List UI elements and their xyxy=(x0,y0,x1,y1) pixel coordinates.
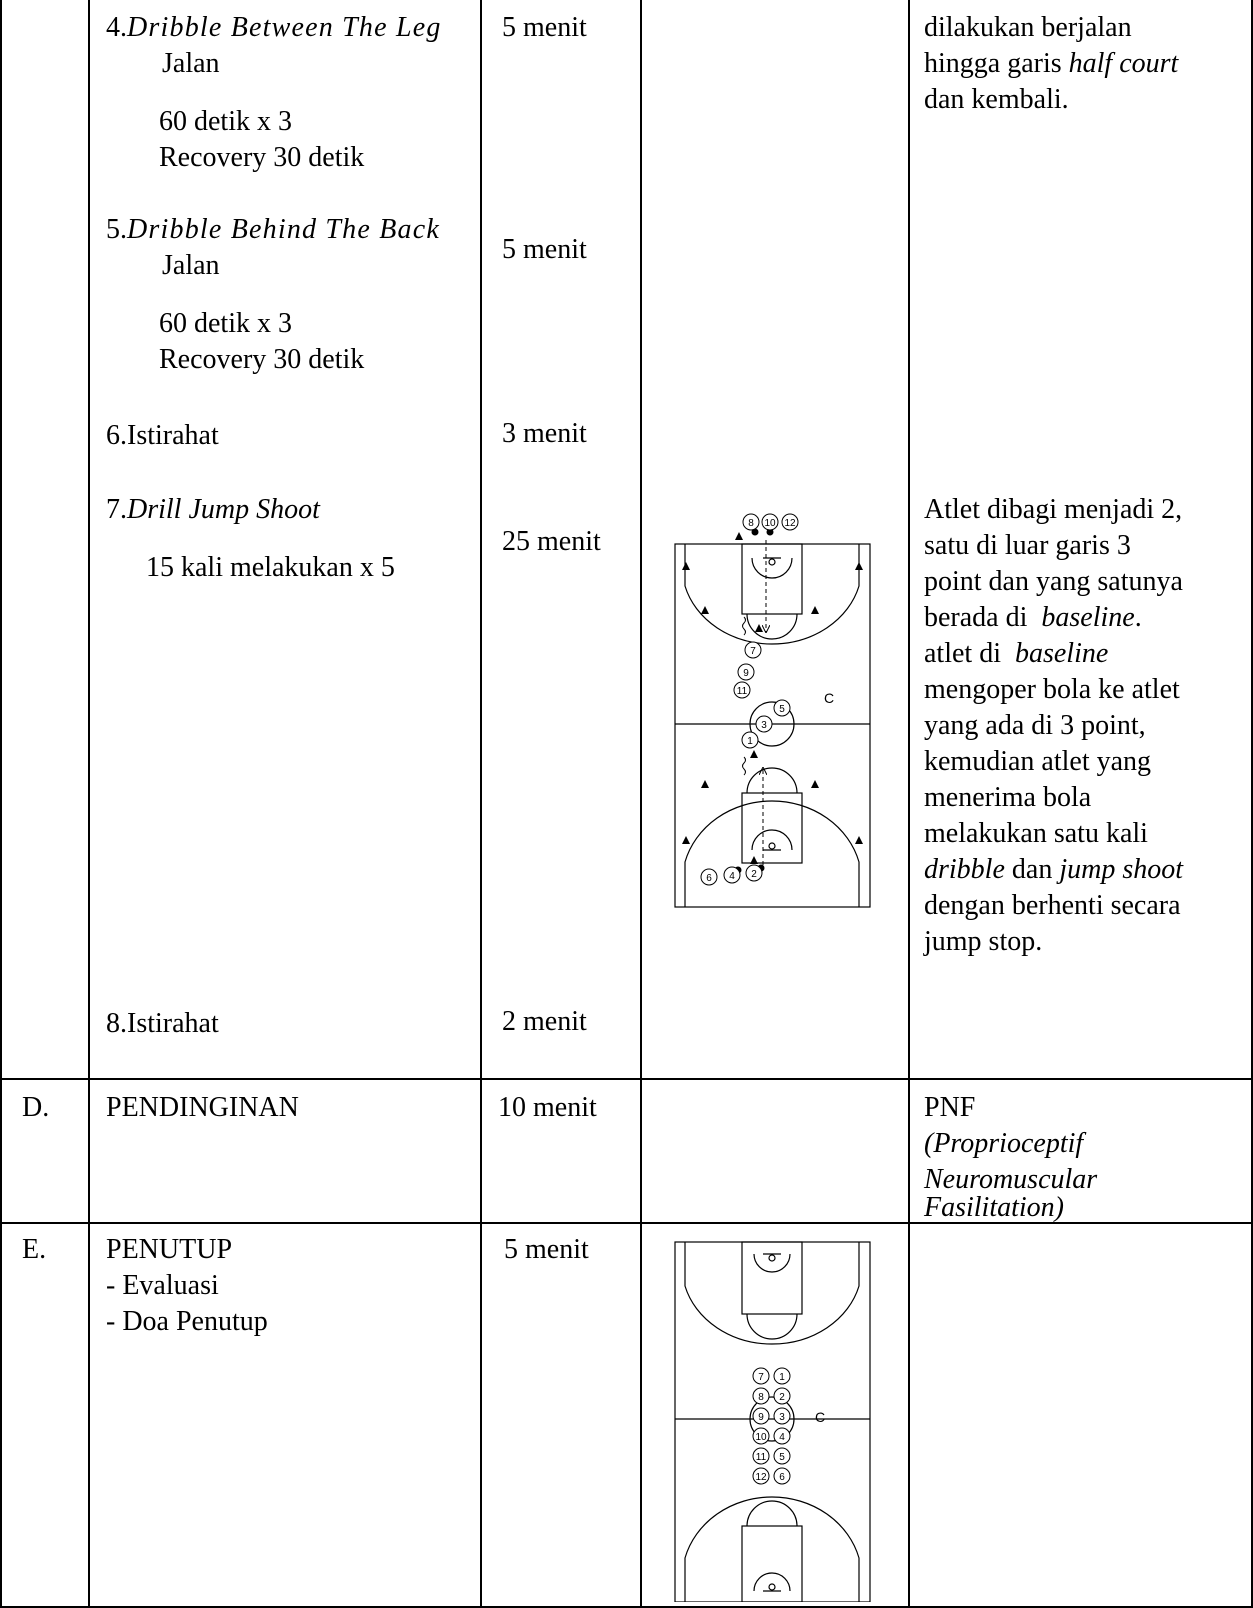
note-drill-line12: dengan berhenti secara xyxy=(924,890,1181,921)
player-label: 4 xyxy=(729,871,735,882)
note-drill-line2: satu di luar garis 3 xyxy=(924,530,1131,561)
player-label: 1 xyxy=(779,1372,785,1383)
item5-reps: 60 detik x 3 xyxy=(159,308,292,339)
item5-recovery: Recovery 30 detik xyxy=(159,344,365,375)
item4-reps: 60 detik x 3 xyxy=(159,106,292,137)
note-drill-line5: atlet di baseline xyxy=(924,638,1109,669)
note-drill-line1: Atlet dibagi menjadi 2, xyxy=(924,494,1183,525)
note-drill-line7: yang ada di 3 point, xyxy=(924,710,1146,741)
row-d-note-line1: PNF xyxy=(924,1092,976,1123)
player-markers xyxy=(753,1368,790,1484)
player-markers xyxy=(701,514,798,885)
row-e-item2: - Doa Penutup xyxy=(106,1306,268,1337)
ball-markers xyxy=(735,529,774,874)
item5-title: 5.Dribble Behind The Back xyxy=(106,214,440,245)
item8-duration: 2 menit xyxy=(502,1006,587,1037)
court-lines xyxy=(675,1242,870,1602)
note-top-line1: dilakukan berjalan xyxy=(924,12,1132,43)
player-label: 11 xyxy=(755,1452,767,1463)
note-drill-line13: jump stop. xyxy=(924,926,1043,957)
player-label: 2 xyxy=(779,1392,785,1403)
player-label: 4 xyxy=(779,1432,785,1443)
item6-title: 6.Istirahat xyxy=(106,420,219,451)
item4-recovery: Recovery 30 detik xyxy=(159,142,365,173)
row-d-note-line2: (Proprioceptif xyxy=(924,1128,1084,1159)
drill-jump-shoot-court-diagram xyxy=(660,500,900,920)
item7-reps: 15 kali melakukan x 5 xyxy=(146,552,395,583)
player-label: 12 xyxy=(755,1472,767,1483)
table-col-divider-1 xyxy=(88,0,90,1608)
table-row-divider-e xyxy=(0,1222,1253,1224)
player-label: 6 xyxy=(779,1472,785,1483)
note-drill-line4: berada di baseline. xyxy=(924,602,1142,633)
player-label: 12 xyxy=(784,518,796,529)
row-d-note-line4: Fasilitation) xyxy=(924,1192,1064,1223)
player-label: 2 xyxy=(751,869,757,880)
player-label: 3 xyxy=(779,1412,785,1423)
player-label: 8 xyxy=(758,1392,764,1403)
coach-label: C xyxy=(824,690,835,706)
item7-duration: 25 menit xyxy=(502,526,601,557)
player-label: 3 xyxy=(761,720,767,731)
row-e-item1: - Evaluasi xyxy=(106,1270,219,1301)
closing-court-diagram xyxy=(660,1236,900,1602)
player-label: 8 xyxy=(748,518,754,529)
player-label: 1 xyxy=(747,736,753,747)
row-e-activity: PENUTUP xyxy=(106,1234,233,1265)
item7-title: 7.Drill Jump Shoot xyxy=(106,494,320,525)
item4-title: 4.Dribble Between The Leg xyxy=(106,12,442,43)
row-d-activity: PENDINGINAN xyxy=(106,1092,299,1123)
item5-sub: Jalan xyxy=(162,250,220,281)
item5-duration: 5 menit xyxy=(502,234,587,265)
row-d-duration: 10 menit xyxy=(498,1092,597,1123)
player-label: 6 xyxy=(706,873,712,884)
row-d-note-line3: Neuromuscular xyxy=(924,1164,1098,1195)
player-label: 5 xyxy=(779,704,785,715)
note-top-line2: hingga garis half court xyxy=(924,48,1179,79)
table-col-divider-4 xyxy=(908,0,910,1608)
court-lines xyxy=(675,544,870,907)
movement-arrows xyxy=(682,532,863,864)
table-col-divider-2 xyxy=(480,0,482,1608)
note-top-line3: dan kembali. xyxy=(924,84,1069,115)
table-row-divider-d xyxy=(0,1078,1253,1080)
note-drill-line6: mengoper bola ke atlet xyxy=(924,674,1180,705)
item6-duration: 3 menit xyxy=(502,418,587,449)
note-drill-line9: menerima bola xyxy=(924,782,1092,813)
player-label: 10 xyxy=(755,1432,767,1443)
row-d-label: D. xyxy=(22,1092,50,1123)
row-e-duration: 5 menit xyxy=(504,1234,589,1265)
item4-sub: Jalan xyxy=(162,48,220,79)
table-border-left xyxy=(0,0,2,1608)
player-label: 7 xyxy=(750,646,756,657)
note-drill-line3: point dan yang satunya xyxy=(924,566,1183,597)
note-drill-line8: kemudian atlet yang xyxy=(924,746,1152,777)
note-drill-line10: melakukan satu kali xyxy=(924,818,1148,849)
player-label: 9 xyxy=(743,668,749,679)
note-drill-line11: dribble dan jump shoot xyxy=(924,854,1184,885)
table-col-divider-3 xyxy=(640,0,642,1608)
row-e-label: E. xyxy=(22,1234,47,1265)
player-label: 9 xyxy=(758,1412,764,1423)
player-label: 10 xyxy=(764,518,776,529)
player-label: 5 xyxy=(779,1452,785,1463)
player-label: 7 xyxy=(758,1372,764,1383)
item4-duration: 5 menit xyxy=(502,12,587,43)
player-label: 11 xyxy=(736,686,748,697)
coach-label: C xyxy=(815,1409,826,1425)
item8-title: 8.Istirahat xyxy=(106,1008,219,1039)
